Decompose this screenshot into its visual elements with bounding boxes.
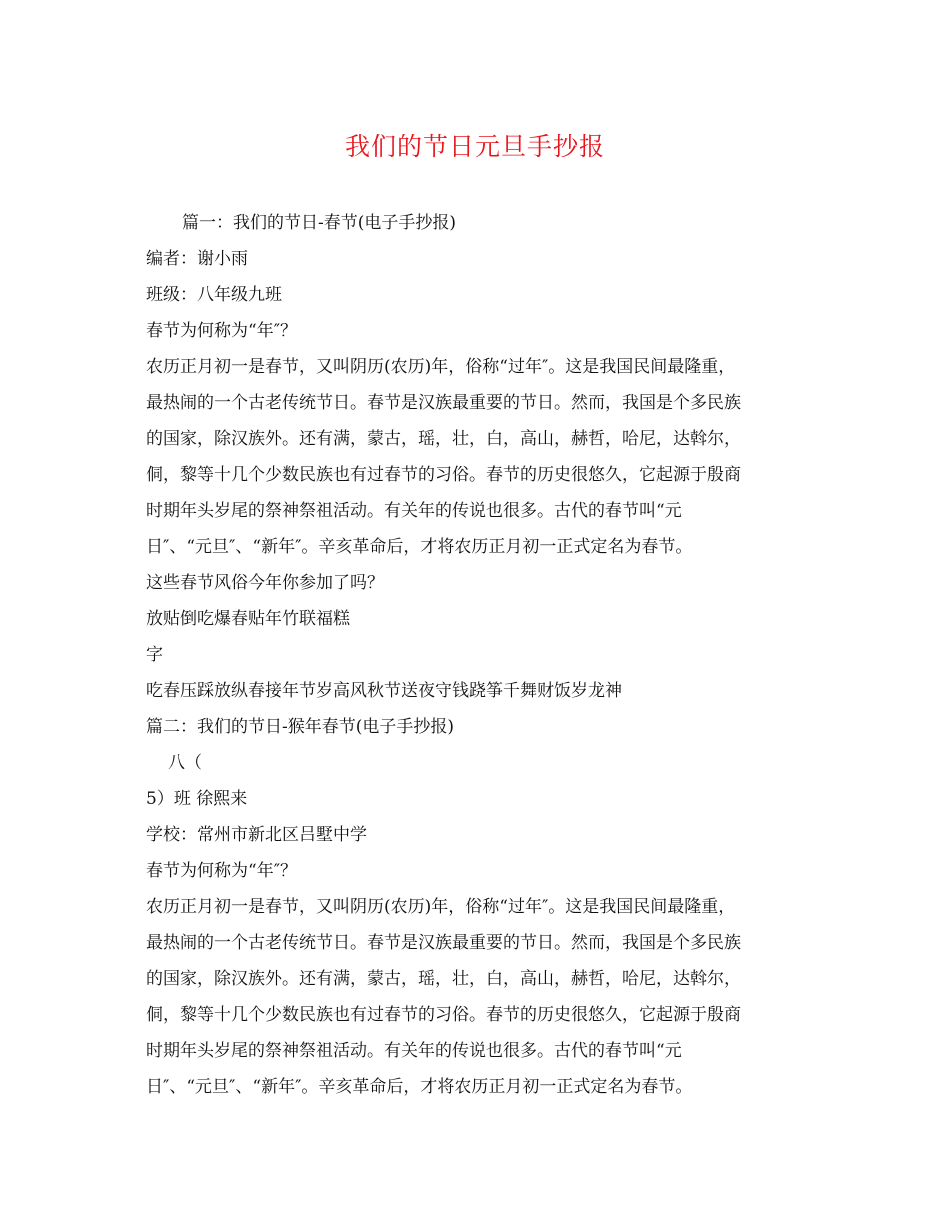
text-line: 时期年头岁尾的祭神祭祖活动。有关年的传说也很多。古代的春节叫“元 <box>146 1041 682 1061</box>
section-heading: 篇二：我们的节日-猴年春节(电子手抄报) <box>146 717 455 737</box>
text-line: 字 <box>146 645 163 665</box>
text-line: 侗，黎等十几个少数民族也有过春节的习俗。春节的历史很悠久，它起源于殷商 <box>146 1005 741 1025</box>
text-line: 放贴倒吃爆春贴年竹联福糕 <box>146 609 350 629</box>
text-line: 的国家，除汉族外。还有满，蒙古，瑶，壮，白，高山，赫哲，哈尼，达斡尔， <box>146 429 741 449</box>
text-line: 的国家，除汉族外。还有满，蒙古，瑶，壮，白，高山，赫哲，哈尼，达斡尔， <box>146 969 741 989</box>
text-line: 日″、“元旦″、“新年″。辛亥革命后，才将农历正月初一正式定名为春节。 <box>146 537 693 557</box>
text-line: 时期年头岁尾的祭神祭祖活动。有关年的传说也很多。古代的春节叫“元 <box>146 501 682 521</box>
text-line: 农历正月初一是春节，又叫阴历(农历)年，俗称“过年″。这是我国民间最隆重， <box>146 357 736 377</box>
text-line: 吃春压踩放纵春接年节岁高风秋节送夜守钱跷筝千舞财饭岁龙神 <box>146 681 622 701</box>
text-line: 学校：常州市新北区吕墅中学 <box>146 825 367 845</box>
text-line: 编者：谢小雨 <box>146 249 248 269</box>
text-line: 侗，黎等十几个少数民族也有过春节的习俗。春节的历史很悠久，它起源于殷商 <box>146 465 741 485</box>
text-line: 最热闹的一个古老传统节日。春节是汉族最重要的节日。然而，我国是个多民族 <box>146 393 741 413</box>
text-line: 最热闹的一个古老传统节日。春节是汉族最重要的节日。然而，我国是个多民族 <box>146 933 741 953</box>
text-line: 班级：八年级九班 <box>146 285 282 305</box>
text-line: 春节为何称为“年″？ <box>146 321 298 341</box>
text-line: 日″、“元旦″、“新年″。辛亥革命后，才将农历正月初一正式定名为春节。 <box>146 1077 693 1097</box>
document-body <box>146 205 816 1105</box>
text-line: 这些春节风俗今年你参加了吗？ <box>146 573 384 593</box>
section-heading: 篇一：我们的节日-春节(电子手抄报) <box>182 213 457 233</box>
document-title: 我们的节日元旦手抄报 <box>344 132 605 161</box>
text-line: 5）班 徐熙来 <box>146 789 248 809</box>
text-line: 春节为何称为“年″？ <box>146 861 298 881</box>
text-line: 八（ <box>168 753 202 773</box>
text-line: 农历正月初一是春节，又叫阴历(农历)年，俗称“过年″。这是我国民间最隆重， <box>146 897 736 917</box>
